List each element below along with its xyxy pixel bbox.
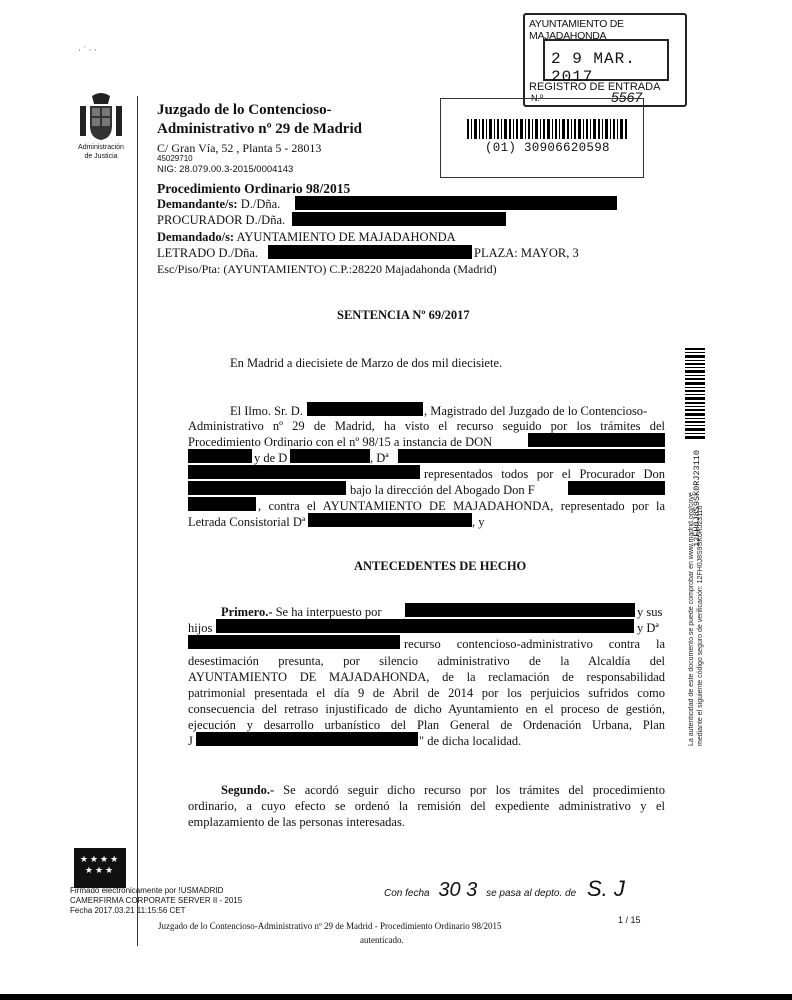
seal-line1: Administración [78,144,124,151]
demandado-label: Demandado/s: [157,230,235,244]
stamp-label: REGISTRO DE ENTRADA [529,81,661,93]
primero-l8: ejecución y desarrollo urbanístico del Plan General de Ordenación Urbana, Plan [188,718,665,732]
segundo-l1-text: Se acordó seguir dicho recurso por los trámites del procedimiento [274,783,665,797]
court-name [157,101,362,139]
coat-of-arms-seal [72,92,130,162]
primero-l1b: y sus [637,605,663,619]
plaza-line: PLAZA: MAYOR, 3 [474,246,579,260]
intro-l1a: El Ilmo. Sr. D. [230,404,303,418]
intro-l3: Procedimiento Ordinario con el nº 98/15 a instancia de DON [188,435,493,449]
intro-l8b: , y [472,515,485,529]
esc-line: Esc/Piso/Pta: (AYUNTAMIENTO) C.P.:28220 Majadahonda (Madrid) [157,262,497,276]
intro-l5: representados todos por el Procurador Don [424,467,665,481]
redaction-procurador-name [188,481,346,495]
nig: NIG: 28.079.00.3-2015/0004143 [157,164,294,175]
redaction-abogado [568,481,665,495]
demandado-value: AYUNTAMIENTO DE MAJADAHONDA [234,230,456,244]
margin-rule [137,96,138,946]
primero-l4: desestimación presunta, por silencio administrativo de la Alcaldía del [188,654,665,668]
primero-l9a: J [188,734,193,748]
registry-stamp [523,13,687,107]
scan-marks: · ˙ · · [78,45,97,55]
segundo-l3: emplazamiento de las personas interesadas. [188,815,405,829]
barcode-image [467,119,627,139]
stamp-number-label: N.º [531,93,544,103]
redaction-primero-l2 [216,619,634,633]
signature-block [70,886,242,916]
primero-l5: AYUNTAMIENTO DE MAJADAHONDA, de la reclamación de responsabilidad [188,670,665,684]
redaction-primero-l9 [196,732,418,746]
verification-line1: La autenticidad de este documento se puede comprobar en www.madrid.org/cove [688,492,695,746]
handwritten-prefix: Con fecha [384,888,430,899]
redaction-primero-l1 [405,603,635,617]
primero-l1 [221,604,382,620]
redaction-l4-mid [290,449,370,463]
primero-l2b: y Dª [637,621,659,635]
stamp-date-box [543,39,669,86]
primero-l3: recurso contencioso-administrativo contra la [404,637,665,651]
date-line: En Madrid a diecisiete de Marzo de dos mil diecisiete. [230,356,503,370]
signature-l1: Firmado electrónicamente por !USMADRID [70,886,224,895]
footer-page: 1 / 15 [618,915,641,925]
intro-l1b: , Magistrado del Juzgado de lo Contencioso- [424,404,648,418]
procurador-line: PROCURADOR D./Dña. [157,213,286,227]
court-code: 45029710 [157,154,193,163]
primero-l6: patrimonial presentada el día 9 de Abril de 2014 por los perjuicios sufridos como [188,686,665,700]
court-line1: Juzgado de lo Contencioso- [157,102,332,118]
demandado-line [157,229,456,245]
letrado-line: LETRADO D./Dña. [157,246,259,260]
intro-l2: Administrativo nº 29 de Madrid, ha visto el recurso seguido por los trámites del [188,419,665,433]
redaction-letrado [268,245,472,259]
intro-l4a: y de D [254,451,288,465]
stamp-date: 2 9 MAR. 2017 [551,50,636,86]
stamp-org: AYUNTAMIENTO DE MAJADAHONDA [529,18,624,42]
primero-l1a: Se ha interpuesto por [272,605,382,619]
handwritten-note [384,876,625,902]
intro-l7: , contra el AYUNTAMIENTO DE MAJADAHONDA, representado por la [258,499,665,513]
court-line2: Administrativo nº 29 de Madrid [157,121,362,137]
primero-l2a: hijos [188,621,213,635]
intro-l6a: bajo la dirección del Abogado Don F [350,483,535,497]
sentencia-title: SENTENCIA Nº 69/2017 [337,308,470,322]
signature-l2: CAMERFIRMA CORPORATE SERVER II - 2015 [70,896,243,905]
crest-icon [72,92,130,144]
stamp-handwritten-number: 5567 [611,89,643,105]
vertical-barcode-code: 12FH0J8S9SK0RJ23110 [692,450,702,547]
redaction-letrada [308,513,472,527]
redaction-primero-l3 [188,635,400,649]
barcode-number: (01) 30906620598 [485,141,610,155]
primero-l7: consecuencia del retraso injustificado de dicho Ayuntamiento en el proceso de gestión, [188,702,665,716]
handwritten-date: 30 3 [438,879,478,901]
comunidad-madrid-logo [74,848,126,888]
barcode-box [440,98,644,178]
scan-edge [0,994,792,1000]
primero-l9b: " de dicha localidad. [419,734,522,748]
redaction-don [528,433,665,447]
redaction-l4-start [188,449,252,463]
redaction-l7-start [188,497,256,511]
seal-line2: de Justicia [84,153,118,160]
primero-label: Primero.- [221,605,273,619]
verification-line2: mediante el siguiente código seguro de verificación: 12FH0J8S9SK0RJ23110 [697,505,704,746]
redaction-l4-end [398,449,665,463]
intro-l8a: Letrada Consistorial Dª [188,515,306,529]
demandante-line [157,196,280,212]
segundo-label: Segundo.- [221,783,275,797]
vertical-barcode [685,348,705,440]
handwritten-mid: se pasa al depto. de [486,888,577,899]
handwritten-initials: S. J [586,876,625,901]
demandante-value: D./Dña. [237,197,281,211]
segundo-l1 [221,782,665,798]
star-icon: ★★★★ ★★★ [79,854,121,875]
procedure-title: Procedimiento Ordinario 98/2015 [157,181,351,196]
redaction-procurador [292,212,506,226]
court-address: C/ Gran Vía, 52 , Planta 5 - 28013 [157,141,322,155]
footer-line1: Juzgado de lo Contencioso-Administrativo nº 29 de Madrid - Procedimiento Ordinario 98/2015 [158,921,502,931]
redaction-magistrado [307,402,423,416]
verification-text [687,446,705,746]
footer-line2: autenticado. [360,935,404,945]
redaction-l5 [188,465,420,479]
intro-l4b: , Dª [370,451,389,465]
demandante-label: Demandante/s: [157,197,238,211]
signature-l3: Fecha 2017.03.21 11:15:56 CET [70,906,186,915]
segundo-l2: ordinario, a cuyo efecto se ordenó la remisión del expediente administrativo y el [188,799,665,813]
redaction-demandante [295,196,617,210]
section-title: ANTECEDENTES DE HECHO [354,559,527,573]
